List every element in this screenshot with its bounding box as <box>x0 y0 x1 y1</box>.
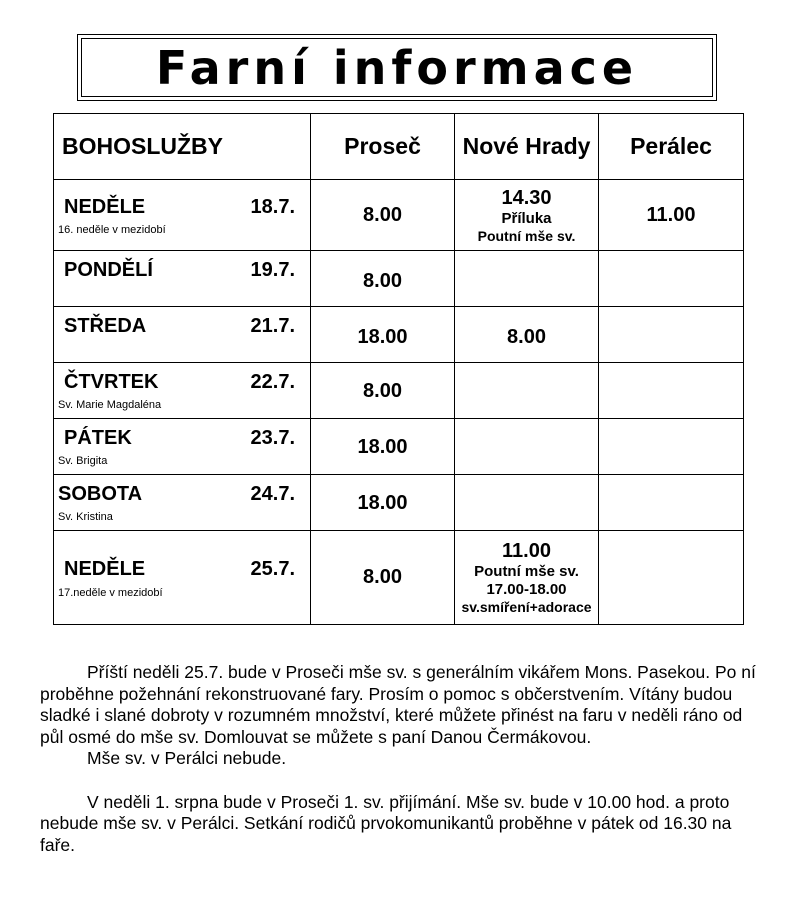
peralec-time <box>599 419 744 475</box>
prosec-time: 18.00 <box>311 307 455 363</box>
day-name: PONDĚLÍ <box>64 259 153 281</box>
table-row <box>54 307 744 363</box>
schedule-table <box>53 113 744 625</box>
day-cell <box>54 363 311 419</box>
prosec-time: 8.00 <box>311 531 455 625</box>
nove-hrady-place: Příluka <box>501 209 552 227</box>
announcements <box>40 662 760 856</box>
day-date: 25.7. <box>250 558 295 580</box>
day-date: 24.7. <box>250 483 295 505</box>
table-row <box>54 531 744 625</box>
paragraph-spacer <box>40 770 760 792</box>
day-name: NEDĚLE <box>64 196 146 218</box>
prosec-time: 8.00 <box>311 251 455 307</box>
announcement-paragraph: Příští neděli 25.7. bude v Proseči mše sv. s generálním vikářem Mons. Pasekou. Po ní proběhne požehnání rekonstruované fary. Prosím o pomoc s občerstvením. Vítány budou sladké i slané dobroty v rozumném množství, které můžete přinést na faru v neděli ráno od půl osmé do mše sv. Domlouvat se můžete s paní Danou Čermákovou. <box>40 662 756 747</box>
peralec-time <box>599 363 744 419</box>
announcement-paragraph: Mše sv. v Perálci nebude. <box>87 748 287 768</box>
page-title: Farní informace <box>155 40 639 95</box>
day-name: STŘEDA <box>64 315 147 337</box>
nove-hrady-event: sv.smíření+adorace <box>461 599 592 616</box>
nove-hrady-time <box>455 475 599 531</box>
table-row <box>54 419 744 475</box>
nove-hrady-time: 14.30 <box>501 186 552 209</box>
nove-hrady-time <box>455 419 599 475</box>
day-name: NEDĚLE <box>64 558 146 580</box>
announcement-paragraph: V neděli 1. srpna bude v Proseči 1. sv. přijímání. Mše sv. bude v 10.00 hod. a proto nebude mše sv. v Perálci. Setkání rodičů prvokomunikantů proběhne v pátek od 16.30 na faře. <box>40 791 732 855</box>
day-name: ČTVRTEK <box>64 371 159 393</box>
nove-hrady-time: 11.00 <box>502 540 551 563</box>
peralec-time: 11.00 <box>599 180 744 251</box>
day-date: 23.7. <box>250 427 295 449</box>
header-services: BOHOSLUŽBY <box>54 114 311 180</box>
nove-hrady-cell <box>455 531 599 625</box>
table-header-row <box>54 114 744 180</box>
peralec-time <box>599 251 744 307</box>
title-frame <box>77 34 717 101</box>
prosec-time: 8.00 <box>311 363 455 419</box>
day-note: Sv. Brigita <box>58 455 108 467</box>
day-date: 22.7. <box>250 371 295 393</box>
nove-hrady-time <box>455 251 599 307</box>
prosec-time: 8.00 <box>311 180 455 251</box>
day-note: Sv. Marie Magdaléna <box>58 399 162 411</box>
header-prosec: Proseč <box>311 114 455 180</box>
day-cell <box>54 251 311 307</box>
table-row <box>54 475 744 531</box>
header-peralec: Perálec <box>599 114 744 180</box>
nove-hrady-time: 8.00 <box>455 307 599 363</box>
peralec-time <box>599 475 744 531</box>
title-inner-frame <box>81 38 713 97</box>
day-note: 17.neděle v mezidobí <box>58 587 163 599</box>
day-cell <box>54 475 311 531</box>
day-date: 18.7. <box>250 196 295 218</box>
day-cell <box>54 307 311 363</box>
day-name: SOBOTA <box>58 483 143 505</box>
nove-hrady-desc: Poutní mše sv. <box>474 563 579 581</box>
nove-hrady-desc: Poutní mše sv. <box>477 227 576 244</box>
nove-hrady-time <box>455 363 599 419</box>
table-row <box>54 251 744 307</box>
day-date: 19.7. <box>250 259 295 281</box>
prosec-time: 18.00 <box>311 475 455 531</box>
day-note: 16. neděle v mezidobí <box>58 224 166 236</box>
nove-hrady-cell <box>455 180 599 251</box>
table-row <box>54 180 744 251</box>
nove-hrady-time-range: 17.00-18.00 <box>486 581 567 599</box>
day-cell <box>54 531 311 625</box>
day-cell <box>54 180 311 251</box>
peralec-time <box>599 531 744 625</box>
day-date: 21.7. <box>250 315 295 337</box>
header-nove-hrady: Nové Hrady <box>455 114 599 180</box>
table-row <box>54 363 744 419</box>
day-name: PÁTEK <box>64 427 132 449</box>
day-note: Sv. Kristina <box>58 511 113 523</box>
prosec-time: 18.00 <box>311 419 455 475</box>
day-cell <box>54 419 311 475</box>
peralec-time <box>599 307 744 363</box>
